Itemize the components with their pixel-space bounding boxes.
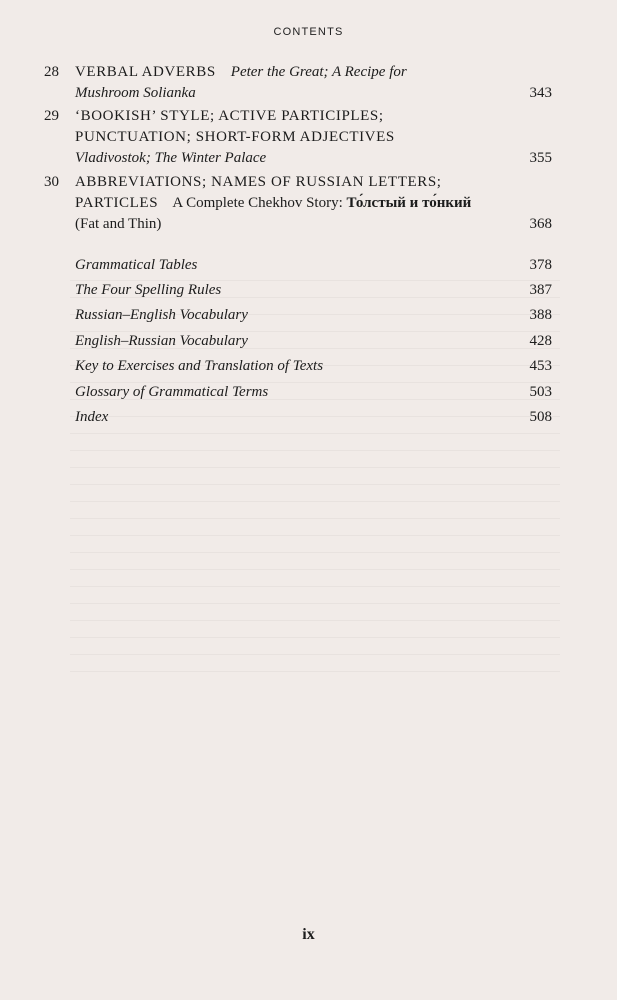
- running-head: CONTENTS: [273, 26, 344, 38]
- chapter-topic: ABBREVIATIONS; NAMES OF RUSSIAN LETTERS;: [75, 174, 442, 190]
- page-number: 343: [529, 85, 552, 101]
- back-matter-title: Index: [75, 409, 109, 425]
- page-folio: ix: [302, 926, 315, 943]
- chapter-topic: ‘BOOKISH’ STYLE; ACTIVE PARTICIPLES;: [75, 108, 384, 124]
- chapter-text-title: Peter the Great; A Recipe for: [230, 64, 407, 80]
- back-matter-title: Grammatical Tables: [75, 257, 198, 273]
- back-matter-title: Russian–English Vocabulary: [75, 307, 248, 323]
- chapter-topic-cont: PUNCTUATION; SHORT-FORM ADJECTIVES: [75, 129, 395, 145]
- page-number: 508: [529, 409, 552, 425]
- english-title: (Fat and Thin): [75, 216, 162, 232]
- chapter-number: 30: [44, 174, 59, 190]
- chapter-topic: VERBAL ADVERBS: [75, 64, 216, 80]
- page-number: 355: [529, 150, 552, 166]
- page-number: 453: [529, 358, 552, 374]
- page-number: 378: [529, 257, 552, 273]
- chapter-title-line: [75, 64, 407, 81]
- back-matter-title: Glossary of Grammatical Terms: [75, 384, 269, 400]
- page-number: 428: [529, 333, 552, 349]
- page-number: 368: [529, 216, 552, 232]
- chapter-number: 29: [44, 108, 59, 124]
- russian-title: То́лстый и то́нкий: [346, 195, 472, 211]
- back-matter-title: Key to Exercises and Translation of Texts: [75, 358, 324, 374]
- page-number: 503: [529, 384, 552, 400]
- chapter-text-title-cont: Mushroom Solianka: [75, 85, 196, 101]
- chapter-number: 28: [44, 64, 59, 80]
- chapter-text-title: Vladivostok; The Winter Palace: [75, 150, 267, 166]
- page-number: 388: [529, 307, 552, 323]
- story-label: A Complete Chekhov Story:: [172, 195, 343, 211]
- chapter-topic-cont: PARTICLES: [75, 195, 159, 211]
- page-number: 387: [529, 282, 552, 298]
- back-matter-title: English–Russian Vocabulary: [75, 333, 248, 349]
- chapter-title-line: [75, 195, 471, 212]
- back-matter-title: The Four Spelling Rules: [75, 282, 222, 298]
